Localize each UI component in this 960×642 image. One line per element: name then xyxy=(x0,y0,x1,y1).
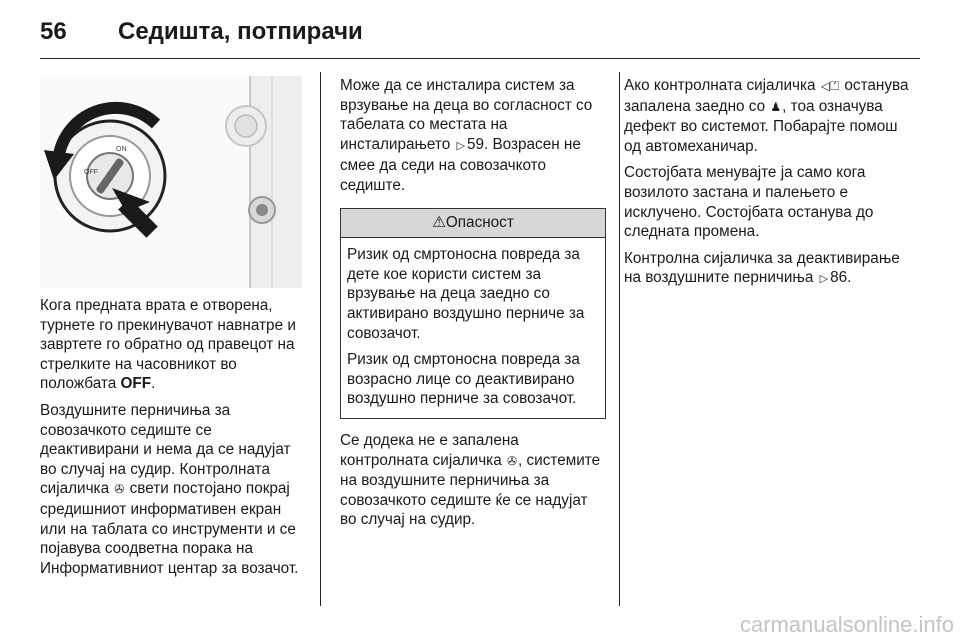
knob-off-label: OFF xyxy=(84,169,98,176)
column-middle xyxy=(340,76,606,537)
text-span: Воздушните перничиња за совозачкото седиште се деактивирани и нема да се надујат во случај на судир. Контролната сијаличка xyxy=(40,401,291,498)
danger-warning-body xyxy=(341,238,605,418)
column-divider-2 xyxy=(619,72,620,606)
text-span: Се додека не е запалена контролната сијаличка xyxy=(340,431,519,469)
warning-triangle-icon: ⚠ xyxy=(432,213,446,231)
airbag-malfunction-icon: ♟ xyxy=(770,99,782,114)
paragraph-switch-instructions xyxy=(40,296,306,394)
danger-warning-header xyxy=(341,209,605,239)
site-watermark: carmanualsonline.info xyxy=(739,612,954,637)
text-span: . xyxy=(847,269,852,287)
text-span: свети постојано покрај средишниот информативен екран или на таблата со инструменти и се појавува соодветна порака на Информативниот центар за возачот. xyxy=(40,480,299,577)
airbag-switch-figure xyxy=(40,76,302,288)
danger-warning-box xyxy=(340,208,606,419)
airbag-off-lamp-icon: ✇ xyxy=(114,482,125,497)
text-span: останува запалена заедно со xyxy=(624,77,909,115)
text-span: Ако контролната сијаличка xyxy=(624,77,820,94)
page-reference[interactable]: 86 xyxy=(830,269,848,287)
paragraph-malfunction xyxy=(624,76,914,156)
paragraph-child-restraint xyxy=(340,76,606,196)
airbag-off-lamp-icon: ✇ xyxy=(506,453,518,468)
reference-arrow-icon: ▷ xyxy=(456,139,465,152)
page-reference[interactable]: 59 xyxy=(466,135,484,153)
page-title: Седишта, потпирачи xyxy=(118,18,363,45)
reference-arrow-icon: ▷ xyxy=(819,273,829,286)
warning-paragraph-child: Ризик од смртоносна повреда за дете кое користи систем за врзување на деца заедно со активирано воздушно перниче за совозачот. xyxy=(347,246,585,342)
text-span: . Возрасен не смее да седи на совозачкото седиште. xyxy=(340,135,581,194)
column-divider-1 xyxy=(320,72,321,606)
knob-on-label: ON xyxy=(116,146,127,153)
airbag-switch-illustration xyxy=(40,76,302,288)
page-number: 56 xyxy=(40,18,67,45)
header-rule xyxy=(40,58,920,59)
text-span: , тоа означува дефект во системот. Побарајте помош од автомеханичар. xyxy=(624,97,898,155)
text-span: Кога предната врата е отворена, турнете го прекинувачот навнатре и завртете го обратно од правецот на стрелките на часовникот во положбата xyxy=(40,297,296,393)
warning-paragraph-adult: Ризик од смртоносна повреда за возрасно лице со деактивирано воздушно перниче за совозачот. xyxy=(347,351,580,408)
text-span: Може да се инсталира систем за врзување на деца во согласност со табелата со местата на инсталирањето xyxy=(340,77,593,153)
text-span: Контролна сијаличка за деактивирање на воздушните перничиња xyxy=(624,249,900,287)
text-span: , системите на воздушните перничиња за совозачкото седиште ќе се надујат во случај на судир. xyxy=(340,451,601,529)
text-span: . xyxy=(151,375,156,393)
column-right xyxy=(624,76,914,297)
column-left xyxy=(40,296,306,585)
paragraph-airbags-deactivated xyxy=(40,401,306,578)
off-position-label: OFF xyxy=(120,375,152,393)
page-header xyxy=(40,14,920,54)
paragraph-change-state: Состојбата менувајте ја само кога возилото застана и палењето е исклучено. Состојбата останува до следната промена. xyxy=(624,164,874,241)
danger-warning-title: Опасност xyxy=(445,213,514,231)
paragraph-lamp-reference xyxy=(624,249,914,290)
paragraph-airbags-active xyxy=(340,431,606,530)
airbag-on-lamp-icon: ◁⏍ xyxy=(820,79,840,93)
